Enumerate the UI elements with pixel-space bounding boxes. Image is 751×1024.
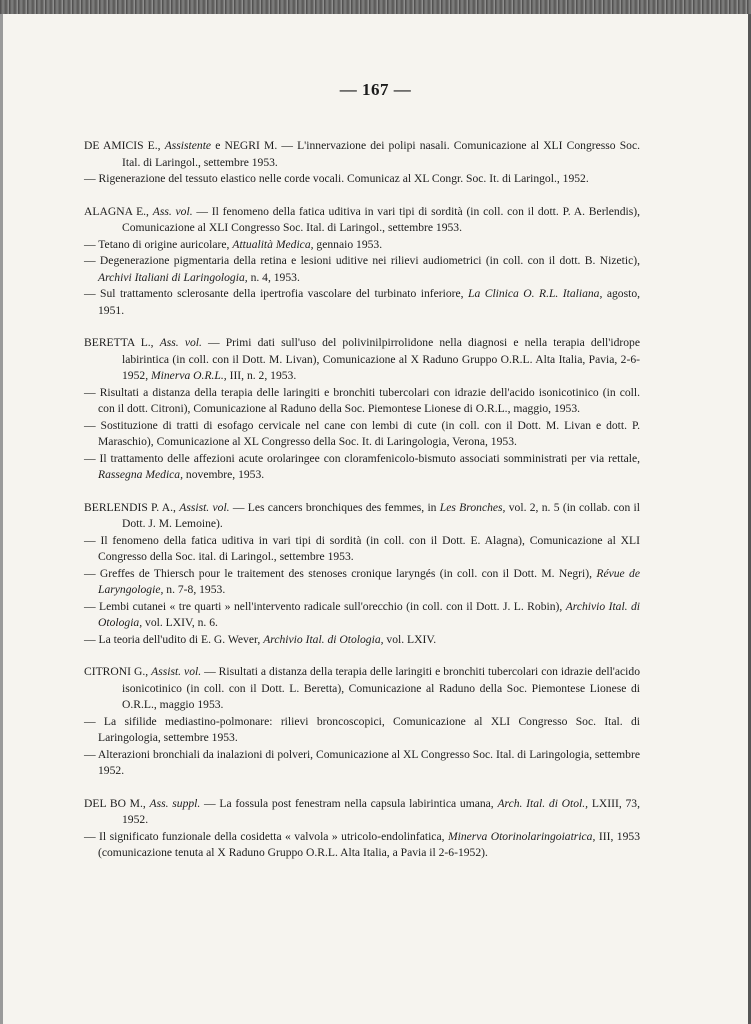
entry-text: — Il trattamento delle affezioni acute orolaringee con cloramfenicolo-bismuto associati somministrati per via rettale, — [84, 451, 640, 465]
author-section — [84, 204, 640, 320]
author-role: Assist. vol. — [179, 500, 230, 514]
entry-text: — Les cancers bronchiques des femmes, in — [232, 500, 437, 514]
entry-text: — Risultati a distanza della terapia delle laringiti e bronchiti tubercolari con idrazie dell'acido isonicotinico (in coll. con il Dott. L. Beretta), Comunicazione al Raduno della Soc. Piemontese Lionese di O.R.L., maggio 1953. — [122, 665, 640, 711]
publication-entry — [84, 500, 640, 533]
journal-title: Les Bronches, — [439, 500, 506, 514]
entry-text: — Degenerazione pigmentaria della retina e lesioni uditive nei rilievi audiometrici (in coll. con il dott. B. Nizetic), — [84, 254, 640, 267]
author-section — [84, 500, 640, 649]
scan-left-edge — [0, 14, 3, 1024]
author-section — [84, 664, 640, 780]
entry-text: — Primi dati sull'uso del polivinilpirrolidone nella diagnosi e nella terapia dell'idrope labirintica (in coll. con il Dott. M. Livan), Comunicazione al X Raduno Gruppo O.R.L. Alta Italia, Pavia, 2-6-1952, — [122, 336, 640, 382]
entry-text: vol. LXIV, n. 6. — [145, 616, 218, 629]
entry-text: agosto, 1951. — [98, 287, 641, 317]
author-role: Ass. suppl. — [149, 796, 201, 810]
publication-entry — [84, 237, 640, 254]
publication-entry — [84, 204, 640, 237]
author-role: Assistente — [164, 139, 212, 152]
entry-text: — La sifilide mediastino-polmonare: rilievi broncoscopici, Comunicazione al XLI Congresso Soc. Ital. di Laringologia, settembre 1953. — [84, 714, 640, 744]
journal-title: Attualità Medica, — [232, 237, 314, 251]
scan-top-edge — [0, 0, 751, 14]
journal-title: La Clinica O. R.L. Italiana, — [468, 287, 603, 300]
publication-entry — [84, 451, 640, 484]
entry-text: e NEGRI M. — L'innervazione dei polipi nasali. Comunicazione al XLI Congresso Soc. Ital. di Laringol., settembre 1953. — [122, 139, 641, 169]
publication-entry — [84, 418, 640, 451]
entry-text: — Risultati a distanza della terapia delle laringiti e bronchiti tubercolari con idrazie dell'acido isonicotinico (in coll. con il dott. Citroni), Comunicazione al Raduno della Soc. Piemontese Lionese di O.R.L., maggio, 1953. — [84, 385, 640, 415]
author-name: CITRONI G., — [84, 665, 149, 678]
journal-title: Minerva Otorinolaringoiatrica, — [447, 829, 596, 843]
page-number: — 167 — — [339, 80, 412, 99]
entry-text: — Tetano di origine auricolare, — [84, 237, 230, 251]
entry-text: n. 7-8, 1953. — [166, 583, 226, 596]
author-name: BERLENDIS P. A., — [84, 500, 176, 514]
entry-text: gennaio 1953. — [316, 237, 383, 251]
publication-entry — [84, 171, 640, 188]
publication-entry — [84, 664, 640, 714]
entry-text: LXIII, 73, 1952. — [122, 796, 640, 826]
author-role: Assist. vol. — [151, 665, 202, 678]
entry-text: — Alterazioni bronchiali da inalazioni di polveri, Comunicazione al XL Congresso Soc. Ital. di Laringologia, settembre 1952. — [84, 747, 640, 777]
journal-title: Archivio Ital. di Otologia, — [263, 632, 384, 646]
publication-entry — [84, 829, 640, 862]
entry-text: — Sostituzione di tratti di esofago cervicale nel cane con lembi di cute (in coll. con il Dott. M. Livan e dott. P. Maraschio), Comunicazione al XL Congresso della Soc. It. di Laringologia, Verona, 1953. — [84, 418, 640, 448]
bibliography-list — [84, 138, 640, 878]
author-name: ALAGNA E., — [84, 204, 149, 218]
journal-title: Archivio Ital. di Otologia, — [98, 599, 640, 629]
publication-entry — [84, 632, 640, 649]
journal-title: Archivi Italiani di Laringologia, — [98, 270, 248, 284]
entry-text: — Il fenomeno della fatica uditiva in vari tipi di sordità (in coll. con il Dott. E. Alagna), Comunicazione al XLI Congresso della Soc. ital. di Laringol., settembre 1953. — [84, 533, 640, 563]
journal-title: Rassegna Medica, — [98, 468, 184, 481]
entry-text: vol. 2, n. 5 (in collab. con il Dott. J. M. Lemoine). — [122, 500, 641, 530]
entry-text: vol. LXIV. — [386, 632, 437, 646]
journal-title: Arch. Ital. di Otol., — [497, 796, 589, 810]
journal-title: Minerva O.R.L., — [151, 369, 227, 382]
entry-text: — La teoria dell'udito di E. G. Wever, — [84, 632, 261, 646]
publication-entry — [84, 253, 640, 286]
entry-text: — Sul trattamento sclerosante della ipertrofia vascolare del turbinato inferiore, — [84, 287, 464, 300]
author-role: Ass. vol. — [159, 336, 202, 349]
publication-entry — [84, 385, 640, 418]
entry-text: — Lembi cutanei « tre quarti » nell'intervento radicale sull'orecchio (in coll. con il Dott. J. L. Robin), — [84, 599, 563, 613]
publication-entry — [84, 714, 640, 747]
entry-text: III, 1953 (comunicazione tenuta al X Raduno Gruppo O.R.L. Alta Italia, a Pavia il 2-6-1952). — [98, 829, 640, 859]
author-section — [84, 138, 640, 188]
entry-text: n. 4, 1953. — [250, 270, 300, 284]
publication-entry — [84, 286, 640, 319]
publication-entry — [84, 138, 640, 171]
author-name: DEL BO M., — [84, 796, 146, 810]
entry-text: — La fossula post fenestram nella capsula labirintica umana, — [204, 796, 494, 810]
publication-entry — [84, 747, 640, 780]
entry-text: — Il fenomeno della fatica uditiva in vari tipi di sordità (in coll. con il dott. P. A. Berlendis), Comunicazione al XLI Congresso Soc. Ital. di Laringol., settembre 1953. — [122, 204, 641, 234]
entry-text: — Rigenerazione del tessuto elastico nelle corde vocali. Comunicaz al XL Congr. Soc. It. di Laringol., 1952. — [84, 172, 589, 185]
author-name: BERETTA L., — [84, 336, 154, 349]
publication-entry — [84, 796, 640, 829]
publication-entry — [84, 566, 640, 599]
entry-text: — Greffes de Thiersch pour le traitement des stenoses cronique laryngés (in coll. con il Dott. M. Negri), — [84, 566, 593, 580]
author-section — [84, 335, 640, 484]
publication-entry — [84, 599, 640, 632]
publication-entry — [84, 335, 640, 385]
publication-entry — [84, 533, 640, 566]
author-name: DE AMICIS E., — [84, 139, 161, 152]
entry-text: novembre, 1953. — [185, 468, 265, 481]
author-role: Ass. vol. — [152, 204, 193, 218]
author-section — [84, 796, 640, 862]
entry-text: III, n. 2, 1953. — [229, 369, 297, 382]
journal-title: Révue de Laryngologie, — [98, 566, 640, 596]
entry-text: — Il significato funzionale della cosidetta « valvola » utricolo-endolinfatica, — [84, 829, 445, 843]
